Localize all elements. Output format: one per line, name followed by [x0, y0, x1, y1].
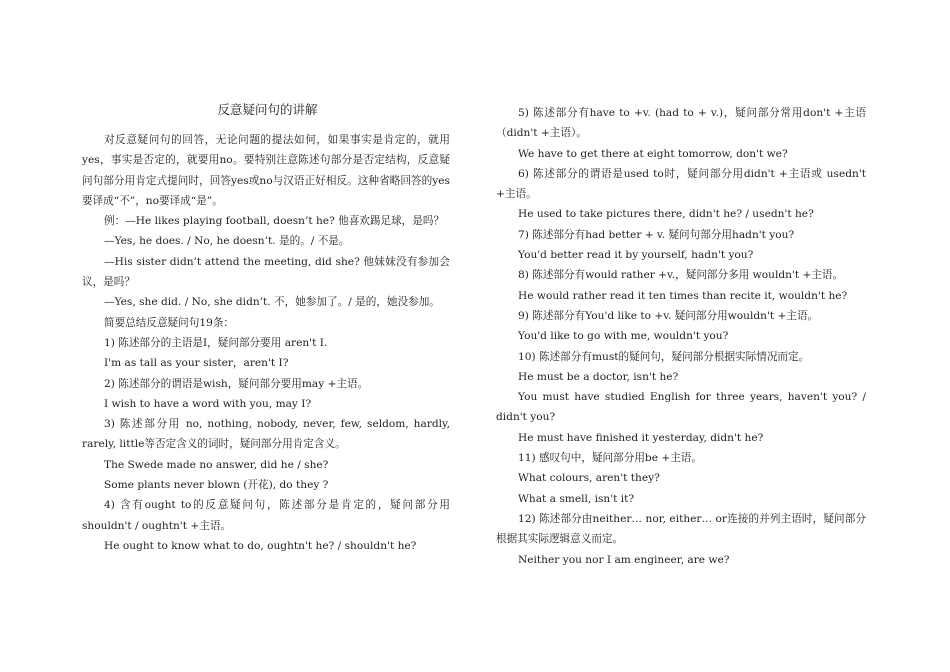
example-line: We have to get there at eight tomorrow, don't we? — [518, 147, 788, 160]
example-line: What a smell, isn't it? — [518, 492, 635, 505]
example-line: —His sister didn’t attend the meeting, did she? 他妹妹没有参加会议，是吗？ — [82, 255, 450, 289]
intro-paragraph: 对反意疑问句的回答，无论问题的提法如何，如果事实是肯定的，就用yes，事实是否定的，就要用no。要特别注意陈述句部分是否定结构，反意疑问句部分用肯定式提问时，回答yes或no与汉语正好相反。这种省略回答的yes要译成“不”，no要译成“是”。 — [82, 134, 450, 207]
example-line: You'd better read it by yourself, hadn't you? — [518, 249, 754, 262]
example-line: He would rather read it ten times than recite it, wouldn't he? — [518, 289, 848, 302]
example-line: You must have studied English for three years, haven't you? / didn't you? — [496, 391, 866, 424]
rule-line: 4) 含有ought to的反意疑问句，陈述部分是肯定的，疑问部分用shouldn't / oughtn't +主语。 — [82, 499, 450, 532]
rule-line: 5) 陈述部分有have to +v. (had to + v.)，疑问部分常用don't +主语（didn't +主语）。 — [496, 107, 866, 140]
document-title: 反意疑问句的讲解 — [217, 102, 318, 117]
rule-line: 7) 陈述部分有had better + v. 疑问句部分用hadn't you? — [518, 228, 795, 241]
rule-line: 3) 陈述部分用 no, nothing, nobody, never, few, seldom, hardly, rarely, little等否定含义的词时，疑问部分用肯定含义。 — [82, 418, 450, 451]
right-column — [496, 103, 866, 570]
example-line: The Swede made no answer, did he / she? — [104, 458, 329, 471]
left-column — [82, 130, 450, 556]
example-line: —Yes, he does. / No, he doesn’t. 是的。/ 不是。 — [104, 235, 350, 248]
rule-line: 2) 陈述部分的谓语是wish，疑问部分要用may +主语。 — [104, 377, 369, 390]
rule-line: 10) 陈述部分有must的疑问句，疑问部分根据实际情况而定。 — [518, 350, 810, 363]
example-line: He used to take pictures there, didn't he? / usedn't he? — [518, 208, 814, 221]
rule-line: 8) 陈述部分有would rather +v.，疑问部分多用 wouldn't +主语。 — [518, 269, 844, 282]
example-line: What colours, aren't they? — [518, 472, 660, 485]
example-line: He ought to know what to do, oughtn't he? / shouldn't he? — [104, 539, 417, 552]
example-line: Neither you nor I am engineer, are we? — [518, 553, 730, 566]
example-line: Some plants never blown (开花), do they ? — [104, 479, 329, 492]
rule-line: 6) 陈述部分的谓语是used to时，疑问部分用didn't +主语或 usedn't +主语。 — [496, 167, 866, 201]
example-line: He must have finished it yesterday, didn't he? — [518, 431, 764, 444]
example-line: You'd like to go with me, wouldn't you? — [518, 330, 729, 343]
rule-line: 11) 感叹句中，疑问部分用be +主语。 — [518, 452, 702, 465]
example-line: I wish to have a word with you, may I? — [104, 397, 312, 410]
rule-line: 1) 陈述部分的主语是I，疑问部分要用 aren't I. — [104, 336, 328, 349]
example-line: He must be a doctor, isn't he? — [518, 370, 679, 383]
example-line: 例：—He likes playing football, doesn’t he? 他喜欢踢足球，是吗？ — [104, 215, 445, 228]
example-line: I'm as tall as your sister，aren't I? — [104, 357, 289, 370]
summary-heading: 简要总结反意疑问句19条： — [104, 316, 235, 329]
example-line: —Yes, she did. / No, she didn’t. 不，她参加了。/ 是的，她没参加。 — [104, 296, 440, 309]
rule-line: 12) 陈述部分由neither… nor, either… or连接的并列主语时，疑问部分根据其实际逻辑意义而定。 — [496, 512, 866, 546]
rule-line: 9) 陈述部分有You'd like to +v. 疑问部分用wouldn't +主语。 — [518, 309, 819, 322]
